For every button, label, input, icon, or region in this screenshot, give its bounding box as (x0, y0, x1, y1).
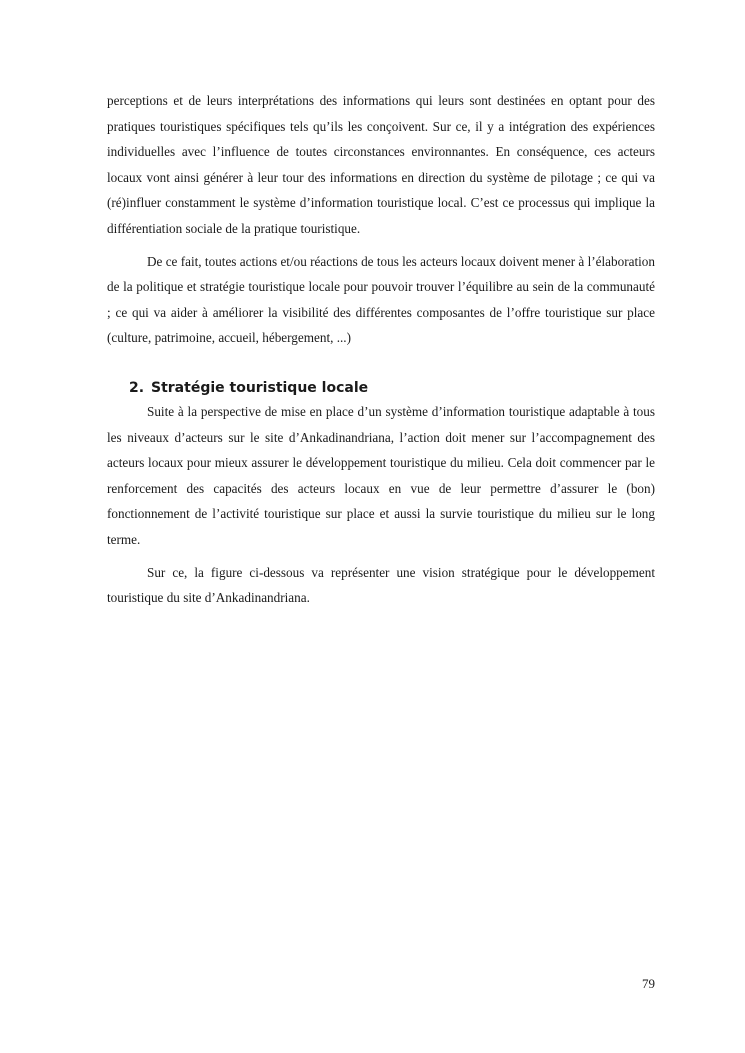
paragraph-perceptions: perceptions et de leurs interprétations des informations qui leurs sont destinées en optant pour des pratiques touristiques spécifiques tels qu’ils les conçoivent. Sur ce, il y a intégration des expériences individuelles avec l’influence de toutes circonstances environnantes. En conséquence, ces acteurs locaux vont ainsi générer à leur tour des informations en direction du système de pilotage ; ce qui va (ré)influer constamment le système d’information touristique local. C’est ce processus qui implique la différentiation sociale de la pratique touristique. (107, 93, 655, 236)
paragraph-perspective: Suite à la perspective de mise en place d’un système d’information touristique adaptable à tous les niveaux d’acteurs sur le site d’Ankadinandriana, l’action doit mener sur l’accompagnement des acteurs locaux pour mieux assurer le développement touristique du milieu. Cela doit commencer par le renforcement des capacités des acteurs locaux en vue de leur permettre d’assurer le (bon) fonctionnement de l’activité touristique sur place et aussi la survie touristique du milieu sur le long terme. (107, 403, 655, 547)
section-number: 2. (129, 379, 145, 396)
section-heading (129, 377, 655, 399)
page-body (107, 88, 655, 611)
paragraph-figure-intro: Sur ce, la figure ci-dessous va représenter une vision stratégique pour le développement touristique du site d’Ankadinandriana. (107, 564, 655, 606)
paragraph-actions-reactions: De ce fait, toutes actions et/ou réactions de tous les acteurs locaux doivent mener à l’élaboration de la politique et stratégie touristique locale pour pouvoir trouver l’équilibre au sein de la communauté ; ce qui va aider à améliorer la visibilité des différentes composantes de l’offre touristique sur place (culture, patrimoine, accueil, hébergement, ...) (107, 253, 655, 346)
section-title-text: Stratégie touristique locale (151, 379, 369, 396)
page-number: 79 (642, 976, 655, 991)
